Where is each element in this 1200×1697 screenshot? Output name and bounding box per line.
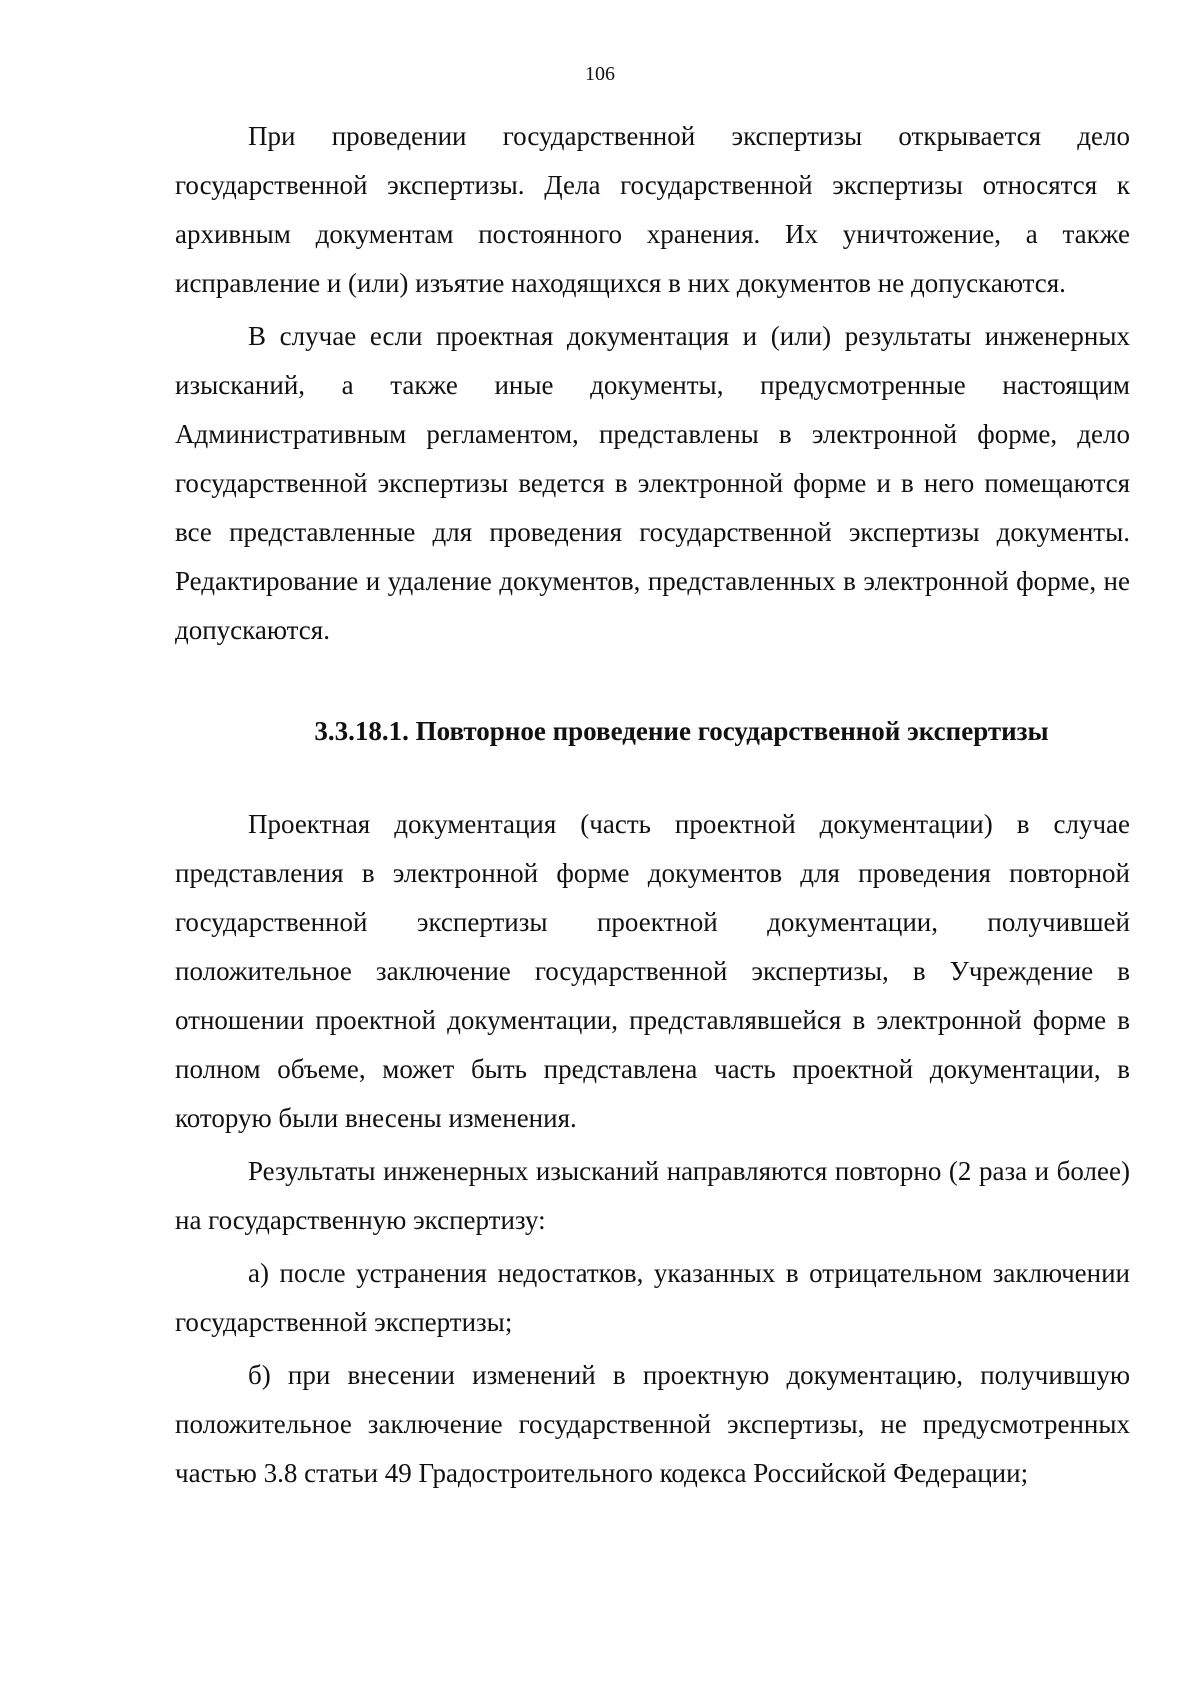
paragraph-survey-results: Результаты инженерных изысканий направляются повторно (2 раза и более) на государственную экспертизу: [175, 1156, 1130, 1235]
paragraph-project-documentation: Проектная документация (часть проектной документации) в случае представления в электронной форме документов для проведения повторной государственной экспертизы проектной документации, получившей положительное заключение государственной экспертизы, в Учреждение в отношении проектной документации, представлявшейся в электронной форме в полном объеме, может быть представлена часть проектной документации, в которую были внесены изменения. [175, 809, 1130, 1133]
spacer [175, 659, 1130, 707]
section-heading: 3.3.18.1. Повторное проведение государственной экспертизы [314, 716, 1049, 746]
list-item-b: б) при внесении изменений в проектную документацию, получившую положительное заключение государственной экспертизы, не предусмотренных частью 3.8 статьи 49 Градостроительного кодекса Российской Федерации; [175, 1360, 1130, 1488]
spacer [175, 756, 1130, 800]
page-number: 106 [585, 63, 615, 85]
list-item-a: а) после устранения недостатков, указанных в отрицательном заключении государственной экспертизы; [175, 1258, 1130, 1337]
document-body [175, 112, 1130, 1502]
paragraph-electronic-case: В случае если проектная документация и (или) результаты инженерных изысканий, а также иные документы, предусмотренные настоящим Административным регламентом, представлены в электронной форме, дело государственной экспертизы ведется в электронной форме и в него помещаются все представленные для проведения государственной экспертизы документы. Редактирование и удаление документов, представленных в электронной форме, не допускаются. [175, 321, 1130, 645]
paragraph-case-file: При проведении государственной экспертизы открывается дело государственной экспертизы. Дела государственной экспертизы относятся к архивным документам постоянного хранения. Их уничтожение, а также исправление и (или) изъятие находящихся в них документов не допускаются. [175, 121, 1130, 298]
